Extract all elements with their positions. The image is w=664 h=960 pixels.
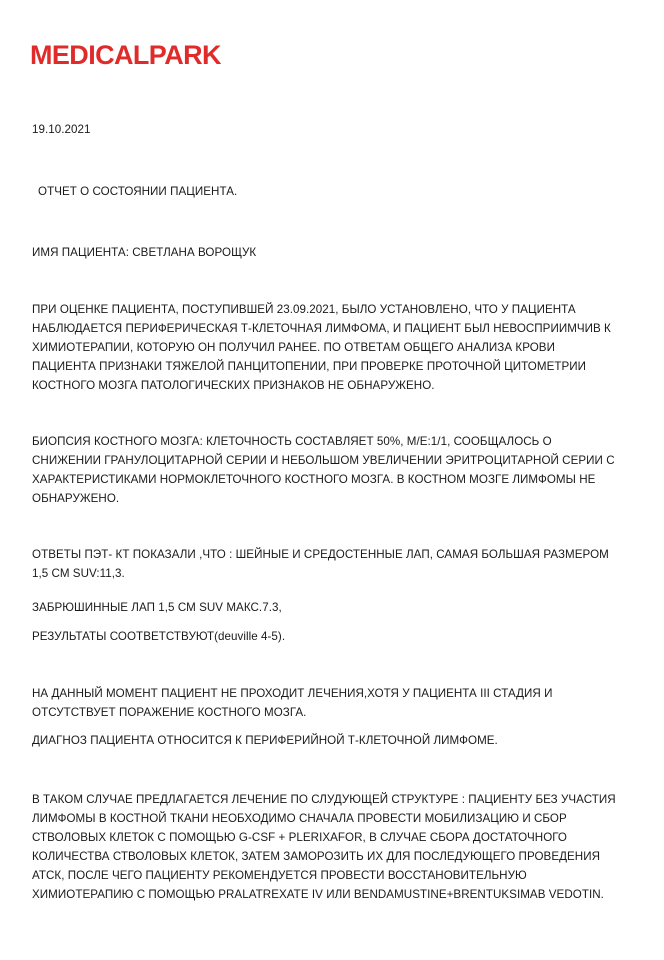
paragraph-line: ОТВЕТЫ ПЭТ- КТ ПОКАЗАЛИ ,ЧТО : ШЕЙНЫЕ И СРЕДОСТЕННЫЕ ЛАП, САМАЯ БОЛЬШАЯ РАЗМЕРОМ	[32, 548, 609, 561]
paragraph-line: ПАЦИЕНТА ПРИЗНАКИ ТЯЖЕЛОЙ ПАНЦИТОПЕНИИ, ПРИ ПРОВЕРКЕ ПРОТОЧНОЙ ЦИТОМЕТРИИ	[32, 360, 587, 373]
logo-text: MEDICALPARK	[30, 40, 221, 70]
report-date: 19.10.2021	[32, 123, 91, 136]
paragraph-line: ХИМИОТЕРАПИЮ С ПОМОЩЬЮ PRALATREXATE IV ИЛИ BENDAMUSTINE+BRENTUKSIMAB VEDOTIN.	[32, 888, 604, 901]
paragraph-line: ОТСУТСТВУЕТ ПОРАЖЕНИЕ КОСТНОГО МОЗГА.	[32, 706, 307, 719]
paragraph-line: БИОПСИЯ КОСТНОГО МОЗГА: КЛЕТОЧНОСТЬ СОСТАВЛЯЕТ 50%, М/Е:1/1, СООБЩАЛОСЬ О	[32, 435, 552, 448]
patient-name: ИМЯ ПАЦИЕНТА: СВЕТЛАНА ВОРОЩУК	[32, 246, 257, 259]
paragraph-line: СНИЖЕНИИ ГРАНУЛОЦИТАРНОЙ СЕРИИ И НЕБОЛЬШОМ УВЕЛИЧЕНИИ ЭРИТРОЦИТАРНОЙ СЕРИИ С	[32, 454, 615, 467]
paragraph-line: В ТАКОМ СЛУЧАЕ ПРЕДЛАГАЕТСЯ ЛЕЧЕНИЕ ПО СЛУДУЮЩЕЙ СТРУКТУРЕ : ПАЦИЕНТУ БЕЗ УЧАСТИЯ	[32, 793, 616, 806]
paragraph-line: ПРИ ОЦЕНКЕ ПАЦИЕНТА, ПОСТУПИВШЕЙ 23.09.2021, БЫЛО УСТАНОВЛЕНО, ЧТО У ПАЦИЕНТА	[32, 303, 576, 316]
paragraph-line: ОБНАРУЖЕНО.	[32, 492, 120, 505]
paragraph-line: АТСК, ПОСЛЕ ЧЕГО ПАЦИЕНТУ РЕКОМЕНДУЕТСЯ ПРОВЕСТИ ВОССТАНОВИТЕЛЬНУЮ	[32, 869, 527, 882]
diagnosis-line: ДИАГНОЗ ПАЦИЕНТА ОТНОСИТСЯ К ПЕРИФЕРИЙНОЙ Т-КЛЕТОЧНОЙ ЛИМФОМЕ.	[32, 734, 498, 747]
paragraph-line: КОЛИЧЕСТВА СТВОЛОВЫХ КЛЕТОК, ЗАТЕМ ЗАМОРОЗИТЬ ИХ ДЛЯ ПОСЛЕДУЮЩЕГО ПРОВЕДЕНИЯ	[32, 850, 601, 863]
paragraph-line: НАБЛЮДАЕТСЯ ПЕРИФЕРИЧЕСКАЯ Т-КЛЕТОЧНАЯ ЛИМФОМА, И ПАЦИЕНТ БЫЛ НЕВОСПРИИМЧИВ К	[32, 322, 611, 335]
paragraph-line: КОСТНОГО МОЗГА ПАТОЛОГИЧЕСКИХ ПРИЗНАКОВ НЕ ОБНАРУЖЕНО.	[32, 379, 435, 392]
paragraph-line: 1,5 СМ SUV:11,3.	[32, 567, 125, 580]
paragraph-pet-ct	[32, 545, 609, 583]
paragraph-assessment	[32, 300, 611, 395]
medicalpark-logo	[30, 38, 250, 72]
paragraph-line: НА ДАННЫЙ МОМЕНТ ПАЦИЕНТ НЕ ПРОХОДИТ ЛЕЧЕНИЯ,ХОТЯ У ПАЦИЕНТА III СТАДИЯ И	[32, 687, 553, 700]
results-line: РЕЗУЛЬТАТЫ СООТВЕТСТВУЮТ(deuville 4-5).	[32, 630, 286, 643]
paragraph-biopsy	[32, 432, 615, 508]
paragraph-line: ХАРАКТЕРИСТИКАМИ НОРМОКЛЕТОЧНОГО КОСТНОГО МОЗГА. В КОСТНОМ МОЗГЕ ЛИМФОМЫ НЕ	[32, 473, 596, 486]
report-title: ОТЧЕТ О СОСТОЯНИИ ПАЦИЕНТА.	[38, 185, 238, 198]
paragraph-line: ЛИМФОМЫ В КОСТНОЙ ТКАНИ НЕОБХОДИМО СНАЧАЛА ПРОВЕСТИ МОБИЛИЗАЦИЮ И СБОР	[32, 812, 567, 825]
paragraph-line: СТВОЛОВЫХ КЛЕТОК С ПОМОЩЬЮ G-CSF + PLERIXAFOR, В СЛУЧАЕ СБОРА ДОСТАТОЧНОГО	[32, 831, 568, 844]
retroperitoneal-line: ЗАБРЮШИННЫЕ ЛАП 1,5 СМ SUV МАКС.7.3,	[32, 601, 282, 614]
paragraph-treatment	[32, 790, 616, 904]
paragraph-line: ХИМИОТЕРАПИИ, КОТОРУЮ ОН ПОЛУЧИЛ РАНЕЕ. ПО ОТВЕТАМ ОБЩЕГО АНАЛИЗА КРОВИ	[32, 341, 555, 354]
paragraph-current-status	[32, 684, 553, 722]
